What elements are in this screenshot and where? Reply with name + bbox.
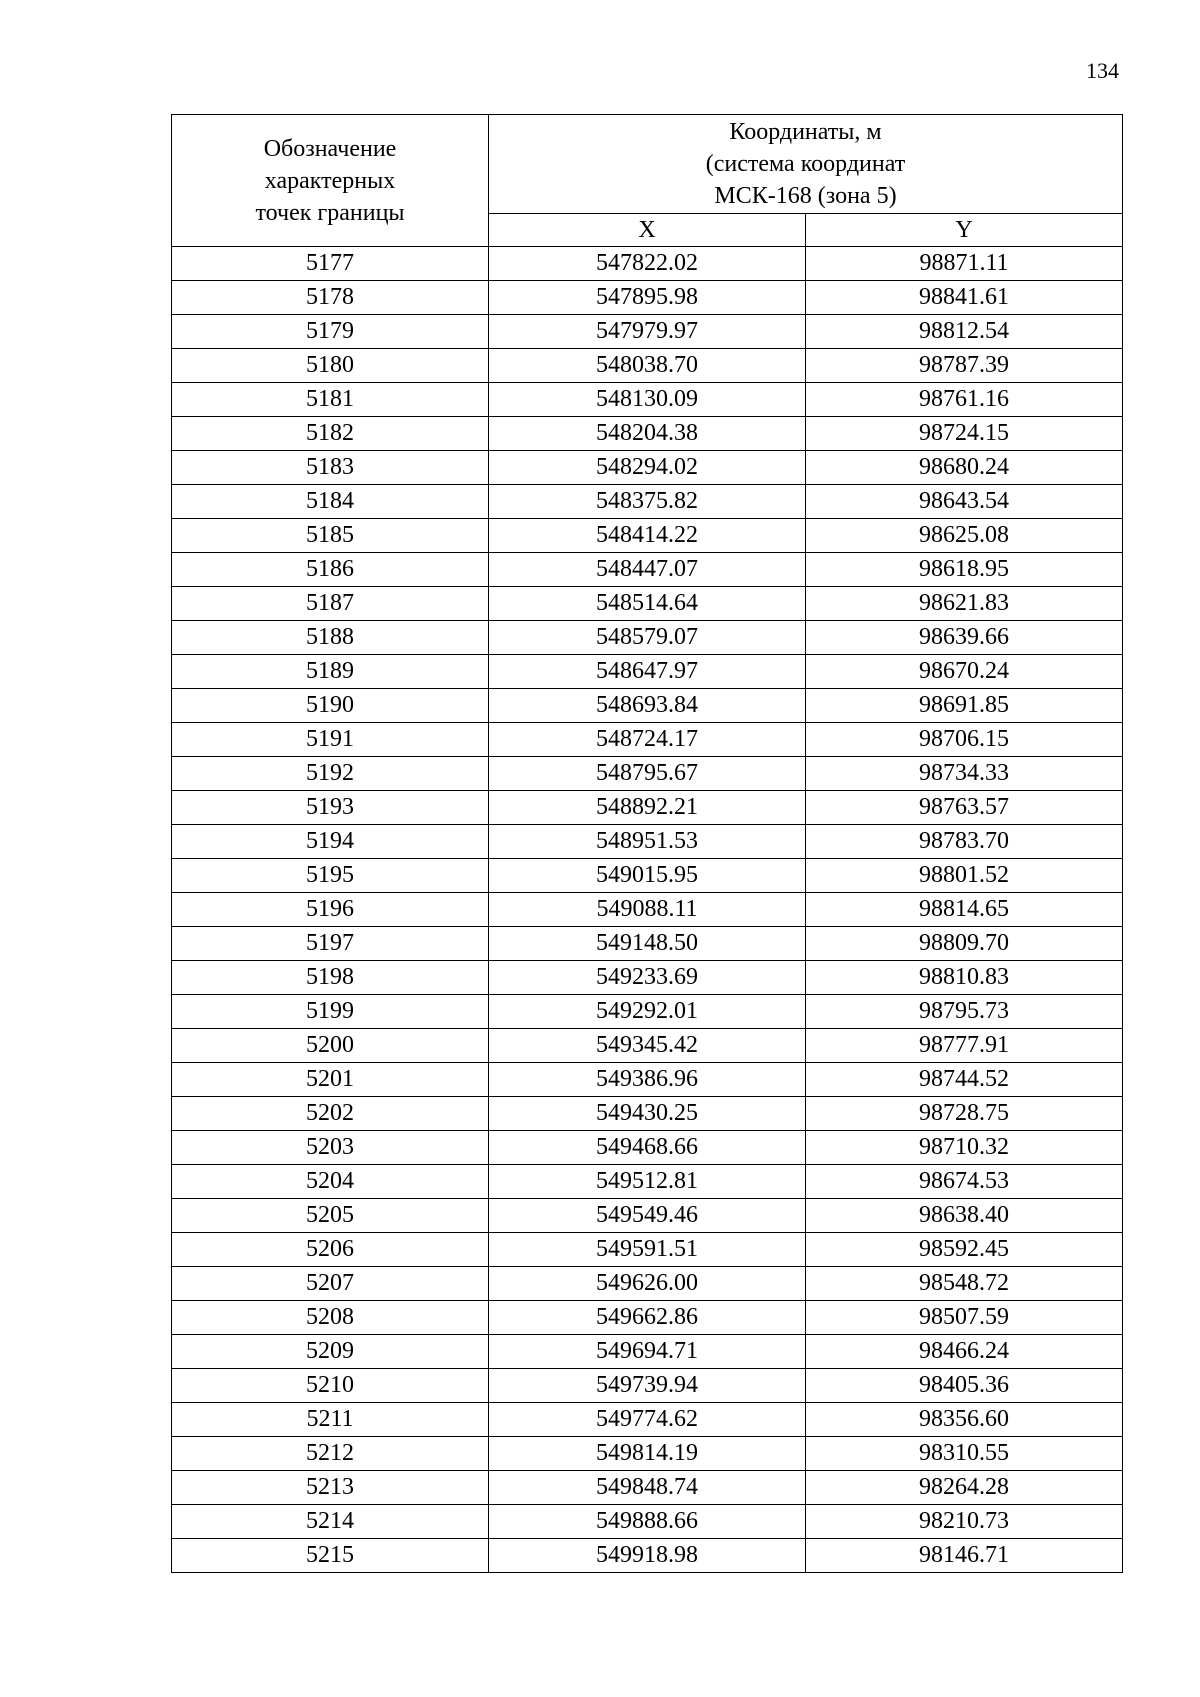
table-row [172, 349, 1123, 383]
table-row [172, 1369, 1123, 1403]
cell-y: 98841.61 [806, 281, 1123, 315]
cell-x: 548514.64 [489, 587, 806, 621]
page-number: 134 [1086, 58, 1119, 83]
cell-point: 5192 [172, 757, 489, 791]
cell-x: 548579.07 [489, 621, 806, 655]
table-row [172, 995, 1123, 1029]
table-row [172, 1029, 1123, 1063]
table-row [172, 315, 1123, 349]
cell-point: 5200 [172, 1029, 489, 1063]
cell-point: 5196 [172, 893, 489, 927]
cell-x: 547979.97 [489, 315, 806, 349]
cell-point: 5209 [172, 1335, 489, 1369]
cell-point: 5193 [172, 791, 489, 825]
cell-x: 549662.86 [489, 1301, 806, 1335]
cell-x: 549814.19 [489, 1437, 806, 1471]
cell-y: 98621.83 [806, 587, 1123, 621]
table-row [172, 1335, 1123, 1369]
cell-x: 548294.02 [489, 451, 806, 485]
cell-point: 5201 [172, 1063, 489, 1097]
table-row [172, 621, 1123, 655]
cell-x: 549292.01 [489, 995, 806, 1029]
table-row [172, 893, 1123, 927]
cell-x: 548795.67 [489, 757, 806, 791]
coordinates-table [171, 114, 1123, 1573]
cell-x: 549848.74 [489, 1471, 806, 1505]
cell-x: 548951.53 [489, 825, 806, 859]
cell-y: 98728.75 [806, 1097, 1123, 1131]
cell-point: 5183 [172, 451, 489, 485]
cell-y: 98638.40 [806, 1199, 1123, 1233]
table-body [172, 247, 1123, 1573]
header-coordinates [489, 115, 1123, 214]
header-coords-line-2: (система координат [705, 151, 906, 177]
table-row [172, 587, 1123, 621]
cell-y: 98810.83 [806, 961, 1123, 995]
cell-point: 5181 [172, 383, 489, 417]
table-row [172, 655, 1123, 689]
table-row [172, 417, 1123, 451]
cell-x: 548892.21 [489, 791, 806, 825]
table-row [172, 451, 1123, 485]
cell-x: 549918.98 [489, 1539, 806, 1573]
header-coords-line-1: Координаты, м [729, 119, 882, 145]
cell-y: 98706.15 [806, 723, 1123, 757]
cell-point: 5191 [172, 723, 489, 757]
cell-x: 549694.71 [489, 1335, 806, 1369]
cell-x: 549774.62 [489, 1403, 806, 1437]
cell-point: 5214 [172, 1505, 489, 1539]
cell-y: 98210.73 [806, 1505, 1123, 1539]
table-row [172, 1471, 1123, 1505]
table-row [172, 757, 1123, 791]
table-row [172, 247, 1123, 281]
table-row [172, 1267, 1123, 1301]
table-row [172, 723, 1123, 757]
table-row [172, 1505, 1123, 1539]
cell-y: 98761.16 [806, 383, 1123, 417]
table-row [172, 1301, 1123, 1335]
cell-point: 5189 [172, 655, 489, 689]
cell-x: 547822.02 [489, 247, 806, 281]
cell-x: 549739.94 [489, 1369, 806, 1403]
cell-x: 549888.66 [489, 1505, 806, 1539]
cell-point: 5197 [172, 927, 489, 961]
cell-y: 98670.24 [806, 655, 1123, 689]
cell-point: 5195 [172, 859, 489, 893]
cell-y: 98763.57 [806, 791, 1123, 825]
table-row [172, 553, 1123, 587]
cell-y: 98405.36 [806, 1369, 1123, 1403]
cell-point: 5184 [172, 485, 489, 519]
table-row [172, 1199, 1123, 1233]
cell-point: 5208 [172, 1301, 489, 1335]
cell-point: 5211 [172, 1403, 489, 1437]
table-row [172, 485, 1123, 519]
table-row [172, 689, 1123, 723]
cell-x: 549345.42 [489, 1029, 806, 1063]
cell-x: 549148.50 [489, 927, 806, 961]
cell-point: 5194 [172, 825, 489, 859]
cell-point: 5202 [172, 1097, 489, 1131]
cell-x: 548724.17 [489, 723, 806, 757]
header-coords-line-3: МСК-168 (зона 5) [714, 183, 897, 209]
cell-x: 548693.84 [489, 689, 806, 723]
cell-x: 548447.07 [489, 553, 806, 587]
cell-point: 5186 [172, 553, 489, 587]
cell-y: 98871.11 [806, 247, 1123, 281]
cell-x: 549430.25 [489, 1097, 806, 1131]
cell-y: 98710.32 [806, 1131, 1123, 1165]
cell-point: 5203 [172, 1131, 489, 1165]
table-row [172, 859, 1123, 893]
cell-y: 98814.65 [806, 893, 1123, 927]
cell-y: 98264.28 [806, 1471, 1123, 1505]
table-row [172, 1165, 1123, 1199]
cell-point: 5180 [172, 349, 489, 383]
cell-x: 548038.70 [489, 349, 806, 383]
cell-y: 98310.55 [806, 1437, 1123, 1471]
header-point-line-2: характерных [264, 167, 396, 194]
header-y: Y [806, 214, 1123, 247]
table-row [172, 791, 1123, 825]
cell-point: 5188 [172, 621, 489, 655]
cell-point: 5205 [172, 1199, 489, 1233]
cell-y: 98812.54 [806, 315, 1123, 349]
cell-point: 5212 [172, 1437, 489, 1471]
header-x: X [489, 214, 806, 247]
cell-x: 548414.22 [489, 519, 806, 553]
cell-y: 98507.59 [806, 1301, 1123, 1335]
header-point-designation [172, 115, 489, 247]
cell-x: 548375.82 [489, 485, 806, 519]
cell-point: 5213 [172, 1471, 489, 1505]
table-row [172, 519, 1123, 553]
cell-y: 98625.08 [806, 519, 1123, 553]
cell-y: 98356.60 [806, 1403, 1123, 1437]
cell-x: 549549.46 [489, 1199, 806, 1233]
cell-y: 98639.66 [806, 621, 1123, 655]
table-row [172, 1437, 1123, 1471]
cell-y: 98548.72 [806, 1267, 1123, 1301]
cell-x: 548204.38 [489, 417, 806, 451]
cell-y: 98466.24 [806, 1335, 1123, 1369]
cell-point: 5182 [172, 417, 489, 451]
cell-y: 98618.95 [806, 553, 1123, 587]
cell-point: 5207 [172, 1267, 489, 1301]
cell-x: 548647.97 [489, 655, 806, 689]
cell-x: 549233.69 [489, 961, 806, 995]
cell-y: 98691.85 [806, 689, 1123, 723]
table-row [172, 383, 1123, 417]
cell-y: 98744.52 [806, 1063, 1123, 1097]
table-header [172, 115, 1123, 247]
cell-x: 549468.66 [489, 1131, 806, 1165]
cell-x: 547895.98 [489, 281, 806, 315]
table-row [172, 1097, 1123, 1131]
cell-x: 549512.81 [489, 1165, 806, 1199]
cell-point: 5185 [172, 519, 489, 553]
table-row [172, 1403, 1123, 1437]
table-row [172, 1131, 1123, 1165]
cell-y: 98809.70 [806, 927, 1123, 961]
table-row [172, 1233, 1123, 1267]
cell-x: 548130.09 [489, 383, 806, 417]
cell-point: 5198 [172, 961, 489, 995]
cell-y: 98592.45 [806, 1233, 1123, 1267]
cell-y: 98795.73 [806, 995, 1123, 1029]
cell-point: 5190 [172, 689, 489, 723]
table-row [172, 825, 1123, 859]
cell-x: 549626.00 [489, 1267, 806, 1301]
cell-x: 549088.11 [489, 893, 806, 927]
cell-y: 98787.39 [806, 349, 1123, 383]
table-row [172, 1539, 1123, 1573]
cell-y: 98783.70 [806, 825, 1123, 859]
table-row [172, 1063, 1123, 1097]
cell-x: 549591.51 [489, 1233, 806, 1267]
cell-y: 98680.24 [806, 451, 1123, 485]
table-row [172, 281, 1123, 315]
cell-y: 98777.91 [806, 1029, 1123, 1063]
cell-point: 5206 [172, 1233, 489, 1267]
cell-point: 5199 [172, 995, 489, 1029]
cell-x: 549015.95 [489, 859, 806, 893]
header-point-line-3: точек границы [255, 199, 405, 226]
cell-y: 98146.71 [806, 1539, 1123, 1573]
cell-y: 98674.53 [806, 1165, 1123, 1199]
cell-y: 98724.15 [806, 417, 1123, 451]
cell-point: 5179 [172, 315, 489, 349]
header-point-line-1: Обозначение [263, 135, 397, 162]
cell-point: 5215 [172, 1539, 489, 1573]
cell-y: 98734.33 [806, 757, 1123, 791]
cell-y: 98643.54 [806, 485, 1123, 519]
cell-point: 5204 [172, 1165, 489, 1199]
cell-point: 5210 [172, 1369, 489, 1403]
cell-y: 98801.52 [806, 859, 1123, 893]
cell-x: 549386.96 [489, 1063, 806, 1097]
cell-point: 5178 [172, 281, 489, 315]
cell-point: 5187 [172, 587, 489, 621]
table-row [172, 961, 1123, 995]
cell-point: 5177 [172, 247, 489, 281]
table-row [172, 927, 1123, 961]
